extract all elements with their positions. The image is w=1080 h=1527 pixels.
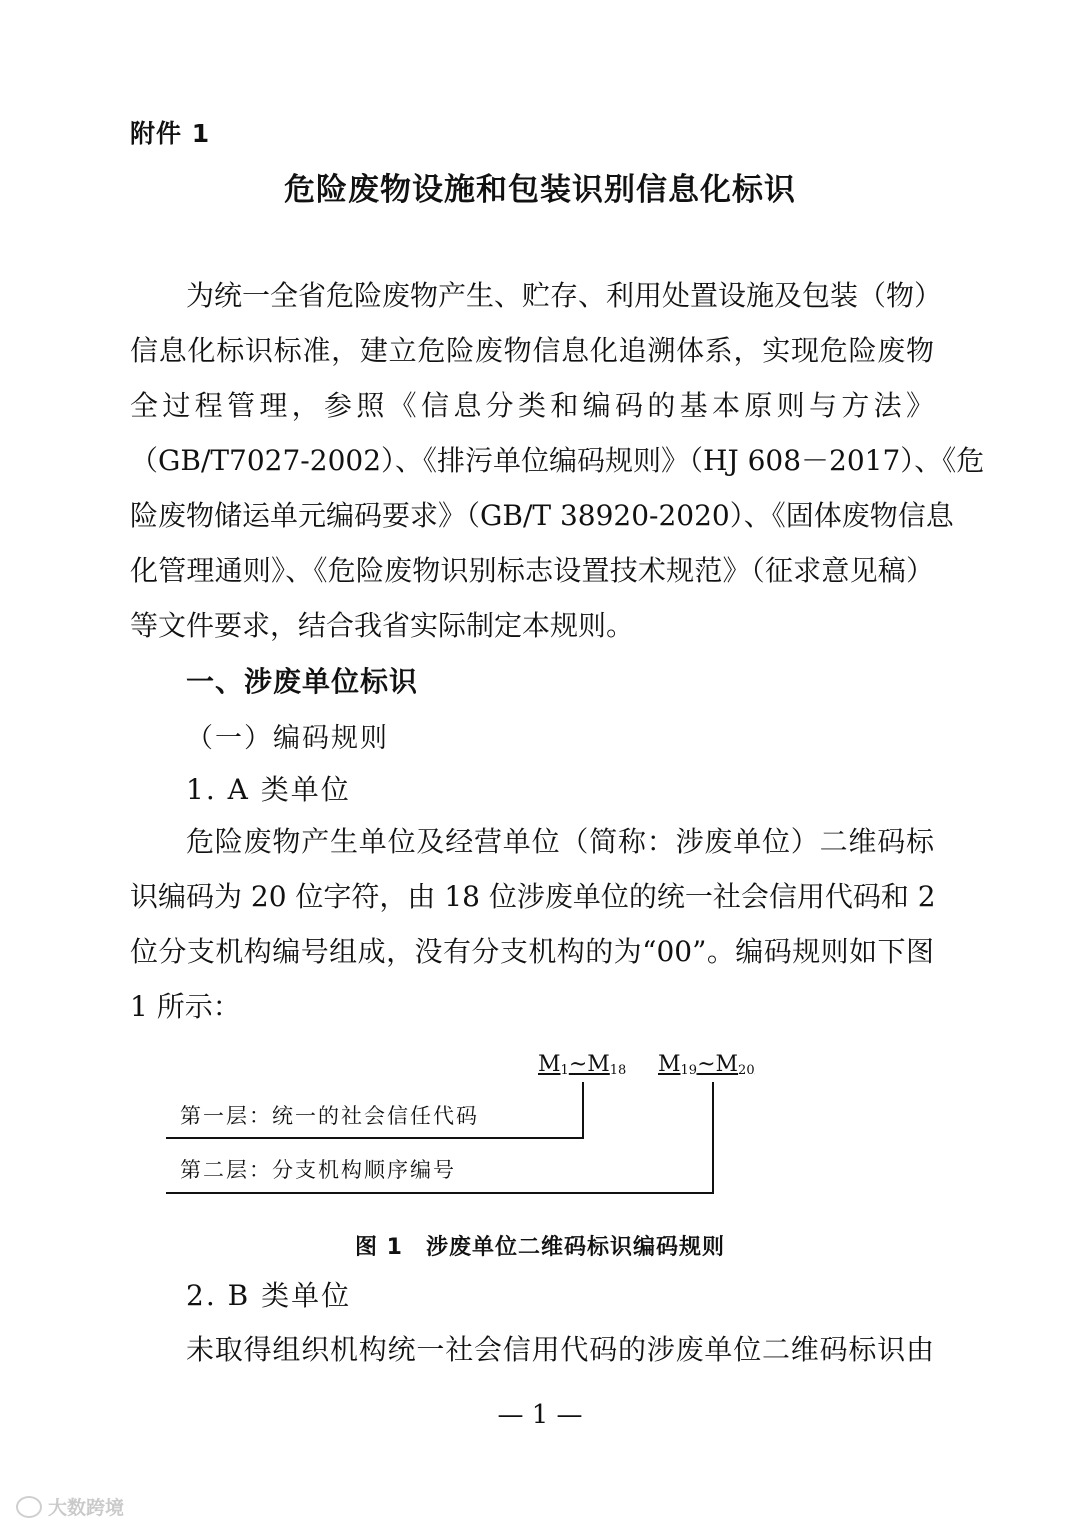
- code-tilde: ~M: [568, 1052, 610, 1077]
- paragraph-line: 1 所示：: [130, 990, 241, 1023]
- paragraph-line: 全过程管理，参照《信息分类和编码的基本原则与方法》: [130, 389, 934, 422]
- paragraph-line: 信息化标识标准，建立危险废物信息化追溯体系，实现危险废物: [130, 334, 934, 367]
- code-subscript: 19: [680, 1063, 698, 1078]
- code-subscript: 20: [738, 1063, 755, 1078]
- section-heading: 一、涉废单位标识: [186, 665, 419, 698]
- paragraph-line: 危险废物产生单位及经营单位（简称：涉废单位）二维码标: [186, 825, 934, 858]
- paragraph-line: 为统一全省危险废物产生、贮存、利用处置设施及包装（物）: [186, 279, 943, 312]
- code-letter: M: [538, 1052, 561, 1077]
- paragraph-line: 识编码为 20 位字符，由 18 位涉废单位的统一社会信用代码和 2: [130, 880, 936, 913]
- code-subscript: 18: [609, 1063, 627, 1078]
- code-letter: M: [658, 1052, 681, 1077]
- paragraph-line: 位分支机构编号组成，没有分支机构的为“00”。编码规则如下图: [130, 935, 934, 968]
- connector-line-1: [582, 1082, 584, 1138]
- item-heading-b: 2. B 类单位: [186, 1279, 352, 1312]
- watermark: [16, 1493, 124, 1520]
- connector-line-2: [712, 1082, 714, 1194]
- watermark-text: 大数跨境: [48, 1497, 125, 1519]
- code-tilde: ~M: [697, 1052, 739, 1077]
- paragraph-line: 化管理通则》、《危险废物识别标志设置技术规范》（征求意见稿）: [130, 554, 934, 587]
- paragraph-line: （GB/T7027-2002）、《排污单位编码规则》（HJ 608－2017）、《危: [130, 444, 985, 477]
- code-subscript: 1: [560, 1063, 569, 1078]
- layer-2-underline: [166, 1192, 714, 1194]
- watermark-logo-icon: [16, 1496, 42, 1518]
- layer-1-label: 第一层：统一的社会信任代码: [180, 1104, 479, 1128]
- paragraph-line: 未取得组织机构统一社会信用代码的涉废单位二维码标识由: [186, 1333, 934, 1366]
- subsection-heading: （一）编码规则: [186, 723, 389, 754]
- paragraph-line: 等文件要求，结合我省实际制定本规则。: [130, 609, 635, 642]
- figure-caption: 图 1 涉废单位二维码标识编码规则: [355, 1235, 725, 1260]
- layer-1-underline: [166, 1137, 584, 1139]
- code-range-2: [658, 1052, 755, 1078]
- item-heading-a: 1. A 类单位: [186, 773, 351, 806]
- layer-2-label: 第二层：分支机构顺序编号: [180, 1158, 456, 1182]
- attachment-label: 附件 1: [130, 119, 211, 148]
- code-range-1: [538, 1052, 626, 1078]
- paragraph-line: 险废物储运单元编码要求》（GB/T 38920-2020）、《固体废物信息: [130, 499, 954, 532]
- document-title: 危险废物设施和包装识别信息化标识: [284, 172, 796, 208]
- page-number: — 1 —: [497, 1400, 583, 1430]
